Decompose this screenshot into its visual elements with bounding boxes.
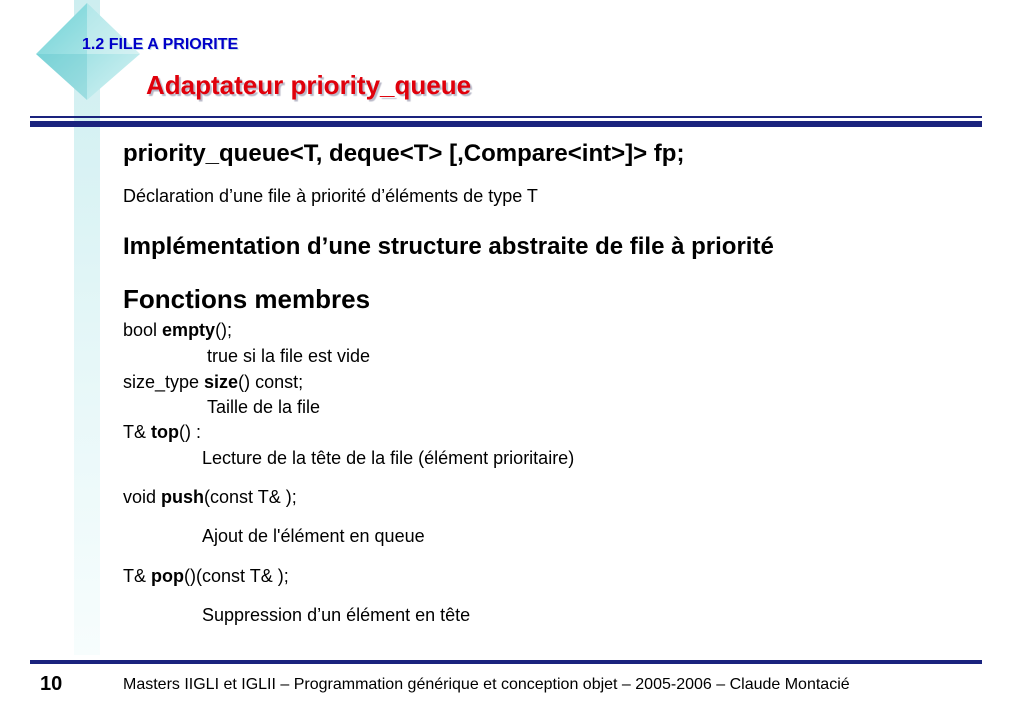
function-prefix: void — [123, 487, 162, 507]
function-signature-top — [123, 422, 201, 443]
function-description-size: Taille de la file — [207, 397, 321, 417]
function-suffix: (); — [215, 320, 233, 340]
declaration-note: Déclaration d’une file à priorité d’éléments de type T — [123, 186, 538, 206]
page-number: 10 — [40, 673, 63, 695]
functions-heading: Fonctions membres — [123, 284, 371, 314]
function-description-top: Lecture de la tête de la file (élément prioritaire) — [202, 448, 575, 468]
function-suffix: () const; — [238, 372, 304, 392]
function-suffix: (const T& ); — [204, 487, 297, 507]
slide-title: Adaptateur priority_queue — [146, 70, 472, 100]
function-prefix: size_type — [123, 372, 205, 392]
function-prefix: T& — [123, 422, 152, 442]
title-divider-thin — [30, 116, 982, 118]
function-signature-empty — [123, 320, 232, 341]
function-description-pop: Suppression d’un élément en tête — [202, 605, 471, 625]
function-suffix: ()(const T& ); — [184, 566, 289, 586]
function-signature-pop — [123, 566, 289, 587]
footer-text: Masters IIGLI et IGLII – Programmation générique et conception objet – 2005-2006 – Claude Montacié — [123, 676, 850, 693]
section-label: 1.2 FILE A PRIORITE — [82, 36, 239, 53]
function-signature-push — [123, 487, 297, 508]
function-description-empty: true si la file est vide — [207, 346, 371, 366]
function-signature-size — [123, 372, 303, 393]
function-suffix: () : — [179, 422, 201, 442]
function-prefix: T& — [123, 566, 152, 586]
function-name: pop — [151, 566, 185, 586]
function-name: push — [161, 487, 205, 507]
declaration-line: priority_queue<T, deque<T> [,Compare<int>]> fp; — [123, 140, 685, 167]
title-divider-thick — [30, 121, 982, 127]
diamond-logo-icon — [30, 0, 150, 110]
implementation-heading: Implémentation d’une structure abstraite de file à priorité — [123, 233, 774, 260]
function-name: top — [151, 422, 179, 442]
footer-divider — [30, 660, 982, 664]
function-name: empty — [162, 320, 216, 340]
function-name: size — [204, 372, 239, 392]
function-prefix: bool — [123, 320, 163, 340]
function-description-push: Ajout de l'élément en queue — [202, 526, 425, 546]
